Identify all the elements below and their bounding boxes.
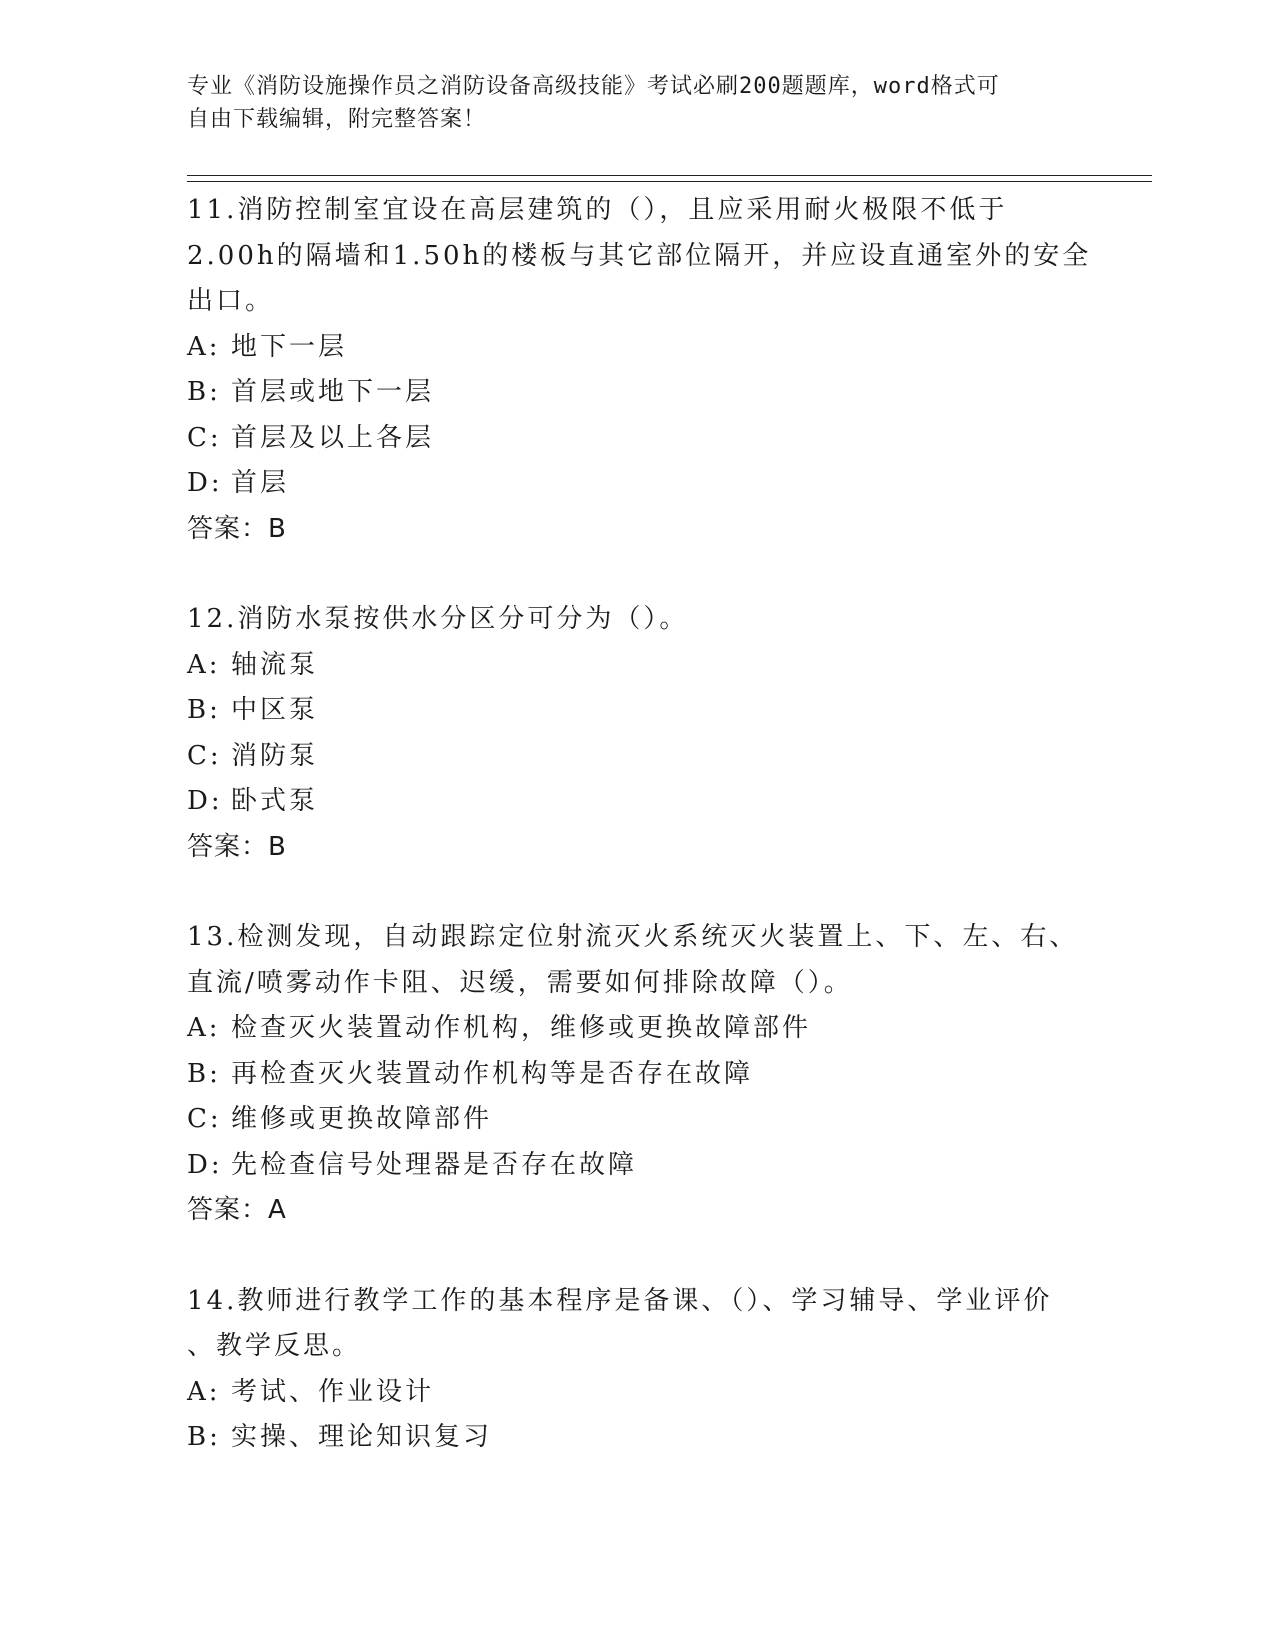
header-line-1: 专业《消防设施操作员之消防设备高级技能》考试必刷200题题库，word格式可	[187, 74, 1000, 99]
question-13	[187, 915, 1087, 1234]
option-text: 考试、作业设计	[231, 1376, 435, 1407]
question-11	[187, 188, 1092, 552]
question-14	[187, 1279, 1087, 1461]
question-stem-line: 13.检测发现，自动跟踪定位射流灭火系统灭火装置上、下、左、右、	[187, 922, 1079, 952]
option-key: A:	[187, 1376, 221, 1407]
option-a	[187, 1006, 1087, 1052]
option-key: D:	[187, 1149, 223, 1180]
option-key: A:	[187, 331, 221, 362]
question-stem-line: 14.教师进行教学工作的基本程序是备课、（）、学习辅导、学业评价	[187, 1285, 1053, 1316]
option-b	[187, 1415, 1087, 1461]
option-key: B:	[187, 1058, 221, 1089]
option-d	[187, 1143, 1087, 1189]
option-text: 首层及以上各层	[231, 422, 435, 453]
option-key: B:	[187, 695, 221, 725]
option-text: 地下一层	[231, 331, 348, 362]
option-key: B:	[187, 1422, 221, 1452]
option-d	[187, 461, 1087, 507]
option-text: 消防泵	[231, 740, 319, 771]
option-a	[187, 325, 1087, 371]
option-text: 首层或地下一层	[231, 377, 435, 407]
option-text: 实操、理论知识复习	[231, 1422, 493, 1452]
option-d	[187, 779, 1087, 825]
option-text: 检查灭火装置动作机构，维修或更换故障部件	[231, 1013, 812, 1043]
option-text: 轴流泵	[231, 649, 319, 680]
option-c	[187, 734, 1087, 780]
option-key: D:	[187, 786, 223, 816]
question-stem-line: 、教学反思。	[187, 1331, 362, 1361]
option-key: D:	[187, 468, 223, 498]
question-stem-line: 直流/喷雾动作卡阻、迟缓，需要如何排除故障（）。	[187, 967, 853, 998]
question-stem-line: 出口。	[187, 286, 275, 316]
question-stem-line: 2.00h的隔墙和1.50h的楼板与其它部位隔开，并应设直通室外的安全	[187, 240, 1092, 271]
option-key: A:	[187, 649, 221, 680]
option-text: 中区泵	[231, 695, 319, 725]
question-list	[187, 188, 1092, 1461]
question-stem-line: 11.消防控制室宜设在高层建筑的（），且应采用耐火极限不低于	[187, 195, 1008, 225]
answer-line: 答案：A	[187, 1195, 287, 1225]
option-b	[187, 688, 1087, 734]
option-c	[187, 416, 1087, 462]
option-text: 再检查灭火装置动作机构等是否存在故障	[231, 1058, 754, 1089]
header-divider-top	[187, 175, 1152, 176]
question-stem-line: 12.消防水泵按供水分区分可分为（）。	[187, 604, 689, 634]
option-text: 卧式泵	[231, 786, 319, 816]
option-key: C:	[187, 740, 222, 771]
option-b	[187, 1052, 1087, 1098]
option-b	[187, 370, 1087, 416]
option-c	[187, 1097, 1087, 1143]
option-a	[187, 643, 1087, 689]
document-header	[187, 70, 1087, 136]
option-a	[187, 1370, 1087, 1416]
option-key: C:	[187, 422, 222, 453]
option-text: 首层	[231, 468, 290, 498]
answer-line: 答案：B	[187, 831, 287, 862]
option-text: 先检查信号处理器是否存在故障	[231, 1149, 638, 1180]
header-line-2: 自由下载编辑，附完整答案！	[187, 107, 487, 132]
option-key: B:	[187, 377, 221, 407]
header-divider-bottom	[187, 181, 1152, 182]
option-key: A:	[187, 1013, 221, 1043]
option-key: C:	[187, 1104, 222, 1134]
option-text: 维修或更换故障部件	[231, 1104, 493, 1134]
question-12	[187, 597, 1087, 870]
answer-line: 答案：B	[187, 513, 287, 544]
